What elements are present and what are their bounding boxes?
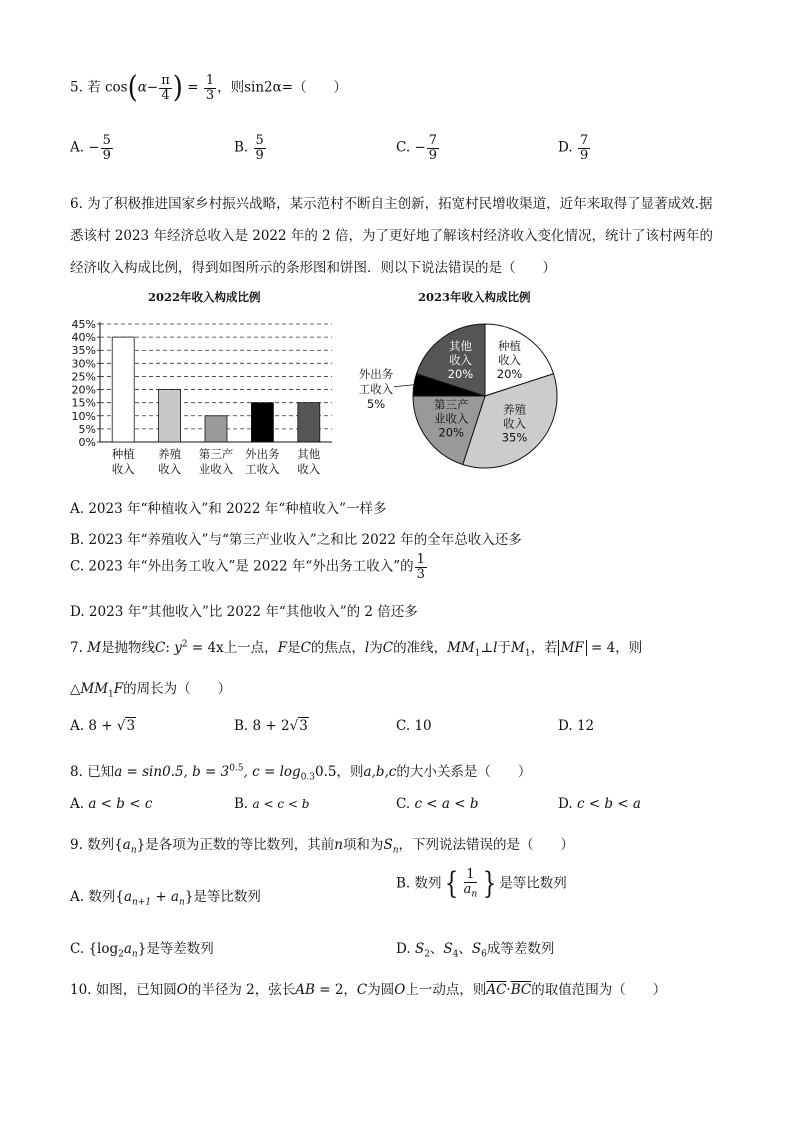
q5-pi-over-4: $\frac{\pi}{4}$ xyxy=(161,73,170,103)
pie-label: 收入 xyxy=(448,353,472,368)
question-8: 8. 已知a = sin0.5, $b = 3^{0.5}$, $c = \log_{0.3}0.5$，则a,b,c的大小关系是（ ） xyxy=(70,763,532,783)
q7-option-b[interactable]: B. 8 + 2√3 xyxy=(234,718,308,734)
q5-tail: =（ ） xyxy=(281,79,348,96)
x-tick-label: 第三产 xyxy=(198,447,234,461)
pie-leader-line xyxy=(394,385,414,387)
x-tick-label: 收入 xyxy=(158,462,182,476)
q6-option-b[interactable]: B. 2023 年“养殖收入”与“第三产业收入”之和比 2022 年的全年总收入还多 xyxy=(70,532,522,548)
q9-b-right-brace: } xyxy=(483,865,497,901)
q5-equals: = xyxy=(187,79,199,96)
x-tick-label: 外出务 xyxy=(245,447,280,461)
question-7: 7. M是抛物线C: $y^2 = 4x$上一点，F是C的焦点，l为C的准线，$MM_1\perp l$于$M_1$，若 MF = 4，则 xyxy=(70,639,643,659)
x-tick-label: 工收入 xyxy=(245,462,280,476)
q5-lead: 若 xyxy=(87,79,101,96)
bar xyxy=(159,390,181,442)
bar-chart-title: 2022年收入构成比例 xyxy=(148,290,261,304)
q5-minus: − xyxy=(146,79,159,96)
q5-one-third: $\frac{1}{3}$ xyxy=(205,73,215,103)
pie-label: 收入 xyxy=(503,416,527,431)
bar xyxy=(298,403,320,442)
y-tick-label: 10% xyxy=(71,409,96,423)
bar xyxy=(205,416,227,442)
bar xyxy=(251,403,273,442)
pie-label: 20% xyxy=(496,367,523,382)
q9-option-b[interactable]: B. 数列{ $\frac{1}{a_n}$ } 是等比数列 xyxy=(396,865,567,901)
q8-option-d[interactable]: D. c < b < a xyxy=(558,796,641,812)
q5-sin2a: sin2α xyxy=(244,79,282,96)
pie-label: 第三产 xyxy=(433,397,469,412)
q5-alpha: α xyxy=(137,79,147,96)
q10-vector-AC: $\overline{AC}$ xyxy=(486,982,507,998)
q8-option-b[interactable]: B. a < c < b xyxy=(234,796,310,812)
q7-line-2: $\triangle MM_1F$的周长为（ ） xyxy=(70,681,232,700)
q7-abs-MF: MF xyxy=(558,640,587,656)
q8-option-c[interactable]: C. c < a < b xyxy=(396,796,479,812)
question-5 xyxy=(70,70,348,106)
bar-chart xyxy=(66,312,340,484)
pie-chart-title: 2023年收入构成比例 xyxy=(418,290,531,304)
x-tick-label: 业收入 xyxy=(198,462,234,476)
q5-option-a[interactable]: A. − $\frac{5}{9}$ xyxy=(70,133,111,163)
x-tick-label: 养殖 xyxy=(158,447,182,461)
pie-label: 外出务 xyxy=(358,367,394,381)
question-10: 10. 如图，已知圆O的半径为 2，弦长AB = 2，C为圆O上一动点，则$\overline{AC}\cdot\overline{BC}$的取值范围为（ ） xyxy=(70,982,667,998)
pie-label: 其他 xyxy=(448,339,472,354)
pie-label: 业收入 xyxy=(433,411,469,426)
q5-option-d[interactable]: D. $\frac{7}{9}$ xyxy=(558,133,589,163)
q6-line-3: 经济收入构成比例，得到如图所示的条形图和饼图．则以下说法错误的是（ ） xyxy=(70,260,556,276)
x-tick-label: 其他 xyxy=(297,447,321,461)
q5-number: 5. xyxy=(70,79,83,96)
x-tick-label: 种植 xyxy=(111,447,135,461)
pie-label: 5% xyxy=(366,397,386,411)
y-tick-label: 20% xyxy=(71,383,96,397)
q6-line-2: 悉该村 2023 年经济总收入是 2022 年的 2 倍，为了更好地了解该村经济收入变化情况，统计了该村两年的 xyxy=(70,228,714,244)
q8-option-a[interactable]: A. a < b < c xyxy=(70,796,153,812)
pie-label: 工收入 xyxy=(358,382,394,396)
q5-right-paren: ) xyxy=(172,70,183,106)
y-tick-label: 45% xyxy=(71,318,96,331)
q7-option-d[interactable]: D. 12 xyxy=(558,718,595,734)
q5-option-b[interactable]: B. $\frac{5}{9}$ xyxy=(234,133,264,163)
q10-vector-BC: $\overline{BC}$ xyxy=(510,982,532,998)
q7-option-a[interactable]: A. 8 + √3 xyxy=(70,718,136,734)
q5-sep: ，则 xyxy=(217,79,245,96)
q5-cos: cos xyxy=(104,79,128,96)
q6-line-1: 6. 为了积极推进国家乡村振兴战略，某示范村不断自主创新，拓宽村民增收渠道，近年来取得了显著成效.据 xyxy=(70,196,713,212)
q7-option-c[interactable]: C. 10 xyxy=(396,718,432,734)
q6-option-c[interactable]: C. 2023 年“外出务工收入”是 2022 年“外出务工收入”的 $\frac{1}{3}$ xyxy=(70,552,425,582)
y-tick-label: 35% xyxy=(71,344,96,358)
bar xyxy=(112,337,134,442)
pie-label: 20% xyxy=(447,367,474,382)
q7-M: M xyxy=(87,640,102,656)
x-tick-label: 收入 xyxy=(297,462,321,476)
y-tick-label: 0% xyxy=(78,436,96,449)
y-tick-label: 5% xyxy=(78,422,96,436)
q9-option-a[interactable]: A. 数列$\{a_{n+1} + a_n\}$是等比数列 xyxy=(70,889,261,908)
x-tick-label: 收入 xyxy=(111,462,135,476)
q6-option-a[interactable]: A. 2023 年“种植收入”和 2022 年“种植收入”一样多 xyxy=(70,501,387,517)
y-tick-label: 25% xyxy=(71,370,96,384)
q5-option-c[interactable]: C. − $\frac{7}{9}$ xyxy=(396,133,438,163)
pie-label: 20% xyxy=(438,425,464,440)
pie-label: 种植 xyxy=(498,339,522,354)
pie-label: 收入 xyxy=(498,353,522,368)
y-tick-label: 30% xyxy=(71,357,96,371)
pie-label: 养殖 xyxy=(503,402,527,417)
q9-option-d[interactable]: D. $S_2$、$S_4$、$S_6$成等差数列 xyxy=(396,941,555,960)
q6-option-d[interactable]: D. 2023 年“其他收入”比 2022 年“其他收入”的 2 倍还多 xyxy=(70,604,418,620)
pie-label: 35% xyxy=(501,430,528,445)
y-tick-label: 40% xyxy=(71,331,96,345)
q5-left-paren: ( xyxy=(127,70,138,106)
y-tick-label: 15% xyxy=(71,396,96,410)
pie-chart xyxy=(346,312,566,474)
q9-option-c[interactable]: C. $\{\log_2a_n\}$是等差数列 xyxy=(70,941,214,960)
question-9: 9. 数列$\{a_n\}$是各项为正数的等比数列，其前n项和为$S_n$，下列说法错误的是（ ） xyxy=(70,837,574,856)
q9-b-left-brace: { xyxy=(444,865,458,901)
